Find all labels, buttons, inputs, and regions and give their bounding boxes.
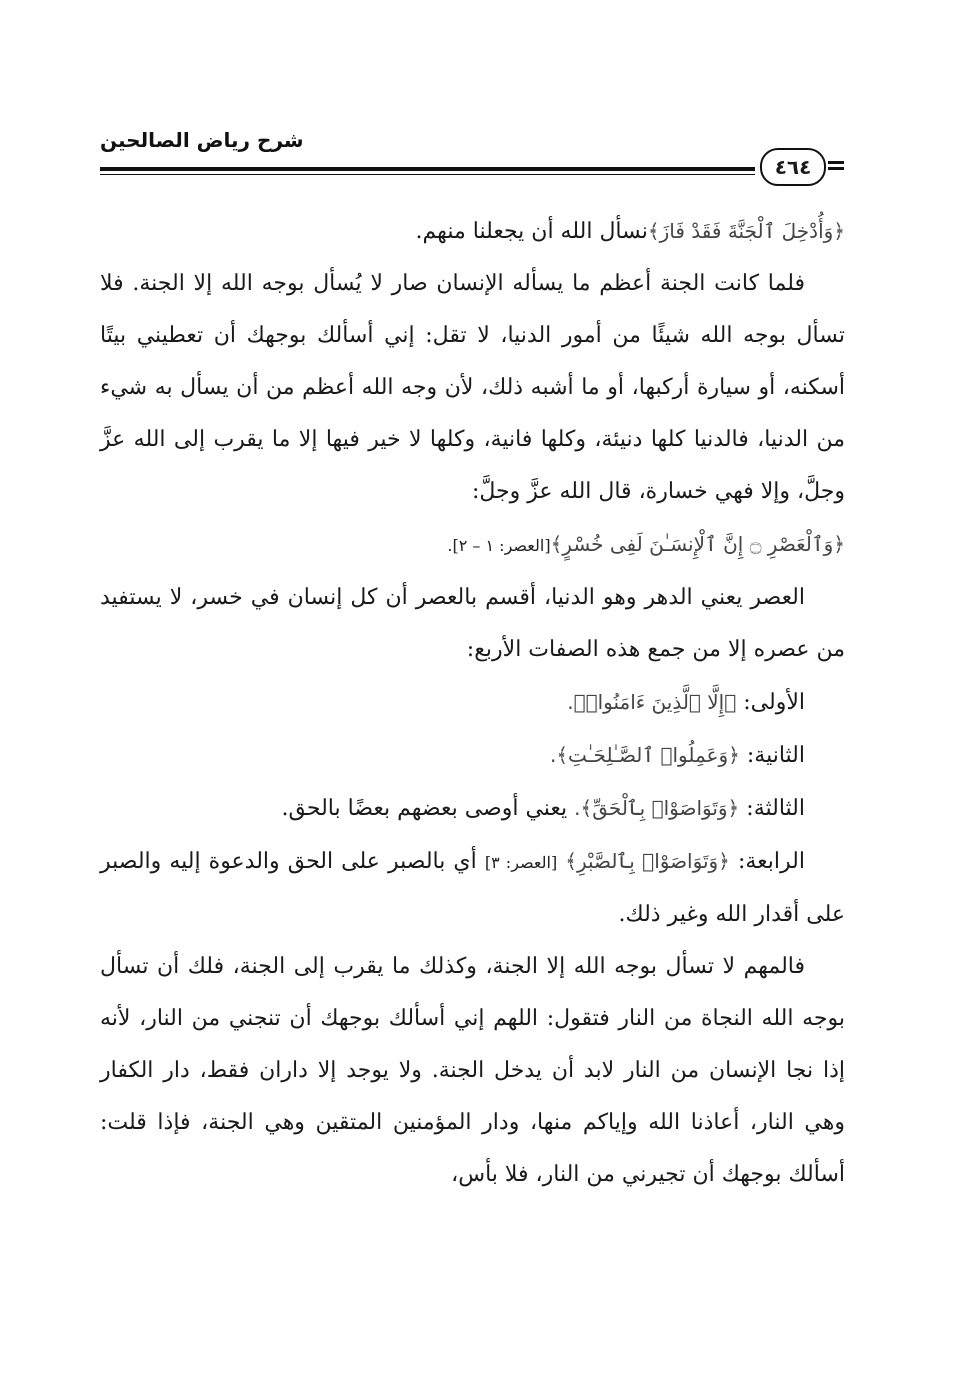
header-rule bbox=[100, 167, 755, 171]
list-item bbox=[100, 729, 845, 782]
quran-verse: ﴿إِلَّا ٱلَّذِينَ ءَامَنُوا۟﴾. bbox=[567, 690, 737, 714]
verse-reference: [العصر: ١ – ٢]. bbox=[447, 536, 551, 555]
header-ornament bbox=[828, 161, 844, 173]
body-text bbox=[100, 205, 845, 1201]
paragraph: فلما كانت الجنة أعظم ما يسأله الإنسان صار لا يُسأل بوجه الله إلا الجنة. فلا تسأل بوجه الله شيئًا من أمور الدنيا، لا تقل: إني أسألك بوجهك أن تعطيني بيتًا أسكنه، أو سيارة أركبها، أو ما أشبه ذلك، لأن وجه الله أعظم من أن يسأل به شيء من الدنيا، فالدنيا كلها دنيئة، وكلها فانية، وكلها لا خير فيها إلا ما يقرب إلى الله عزَّ وجلَّ، وإلا فهي خسارة، قال الله عزَّ وجلَّ: bbox=[100, 271, 845, 504]
item-label: الثالثة: bbox=[746, 796, 805, 821]
book-title: شرح رياض الصالحين bbox=[100, 128, 304, 152]
page-header bbox=[100, 118, 845, 198]
page-number: ٤٦٤ bbox=[760, 148, 826, 186]
quran-verse: ﴿وَٱلْعَصْرِ ۝ إِنَّ ٱلْإِنسَـٰنَ لَفِى خُسْرٍ﴾ bbox=[550, 532, 845, 556]
item-label: الرابعة: bbox=[737, 849, 805, 874]
quran-verse: ﴿وَتَوَاصَوْا۟ بِٱلْحَقِّ﴾. bbox=[574, 796, 740, 820]
verse-reference: [العصر: ٣] bbox=[484, 853, 558, 872]
list-item bbox=[100, 676, 845, 729]
header-rule-thin bbox=[100, 174, 755, 175]
item-text: يعني أوصى بعضهم بعضًا بالحق. bbox=[281, 796, 568, 821]
paragraph bbox=[100, 518, 845, 572]
list-item bbox=[100, 782, 845, 835]
paragraph: العصر يعني الدهر وهو الدنيا، أقسم بالعصر أن كل إنسان في خسر، لا يستفيد من عصره إلا من جمع هذه الصفات الأربع: bbox=[100, 585, 845, 662]
list-item bbox=[100, 835, 845, 941]
ornament-bar bbox=[828, 167, 844, 170]
ornament-bar bbox=[828, 161, 844, 164]
quran-verse: ﴿وَأُدْخِلَ ٱلْجَنَّةَ فَقَدْ فَازَ﴾ bbox=[647, 219, 845, 243]
quran-verse: ﴿وَتَوَاصَوْا۟ بِٱلصَّبْرِ﴾ bbox=[565, 849, 730, 873]
item-label: الثانية: bbox=[746, 743, 805, 768]
paragraph: فالمهم لا تسأل بوجه الله إلا الجنة، وكذلك ما يقرب إلى الجنة، فلك أن تسأل بوجه الله النجاة من النار فتقول: اللهم إني أسألك بوجهك أن تنجني من النار، لأنه إذا نجا الإنسان من النار لابد أن يدخل الجنة. ولا يوجد إلا داران فقط، دار الكفار وهي النار، أعاذنا الله وإياكم منها، ودار المؤمنين المتقين وهي الجنة، فإذا قلت: أسألك بوجهك أن تجيرني من النار، فلا بأس، bbox=[100, 954, 845, 1187]
item-text: أي بالصبر على الحق والدعوة إليه والصبر على أقدار الله وغير ذلك. bbox=[100, 849, 845, 927]
paragraph bbox=[100, 205, 845, 258]
item-label: الأولى: bbox=[743, 690, 805, 715]
paragraph-text: نسأل الله أن يجعلنا منهم. bbox=[415, 219, 648, 244]
quran-verse: ﴿وَعَمِلُوا۟ ٱلصَّـٰلِحَـٰتِ﴾. bbox=[549, 743, 740, 767]
